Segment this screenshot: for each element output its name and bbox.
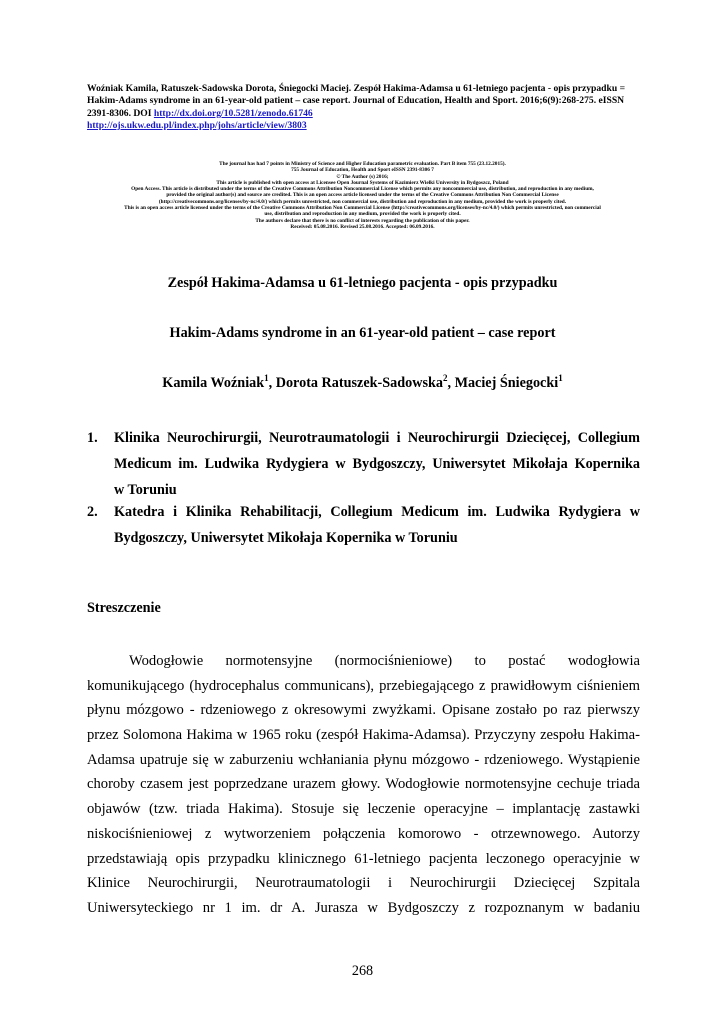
license-line: This is an open access article licensed under the terms of the Creative Commons Attribution Non Commercial License (http://creativecommons.org/licenses/by-nc/4.0/) which permits unrestricted, non commercial <box>124 205 601 212</box>
license-line: Open Access. This article is distributed under the terms of the Creative Commons Attribution Noncommercial License which permits any noncommercial use, distribution, and reproduction in any medium, <box>131 186 594 193</box>
affiliation-line: Bydgoszczy, Uniwersytet Mikołaja Kopernika w Toruniu <box>114 530 458 546</box>
affiliation-text <box>114 499 640 551</box>
abstract-line: objawów (tzw. triada Hakima). Stosuje się leczenie operacyjne – implantację zastawki <box>87 801 640 818</box>
article-url-link[interactable]: http://ojs.ukw.edu.pl/index.php/johs/article/view/3803 <box>87 120 307 132</box>
author-affiliation-mark: 1 <box>558 373 563 383</box>
affiliation-number: 1. <box>87 430 98 446</box>
abstract-line: komunikującego (hydrocephalus communicans), przebiegającego z prawidłowym ciśnieniem <box>87 677 640 694</box>
citation-line <box>87 120 642 132</box>
affiliation-line: Klinika Neurochirurgii, Neurotraumatologii i Neurochirurgii Dziecięcej, Collegium <box>114 430 640 446</box>
affiliation-item <box>87 499 640 551</box>
title-polish: Zespół Hakima-Adamsa u 61-letniego pacjenta - opis przypadku <box>167 275 558 291</box>
license-block <box>80 161 645 230</box>
citation-line: Hakim-Adams syndrome in an 61-year-old patient – case report. Journal of Education, Health and Sport. 2016;6(9):268-275. eISSN <box>87 95 625 107</box>
affiliation-item <box>87 425 640 503</box>
affiliation-line: Medicum im. Ludwika Rydygiera w Bydgoszczy, Uniwersytet Mikołaja Kopernika <box>114 456 640 472</box>
abstract-line: przedstawiają opis przypadku klinicznego 61-letniego pacjenta leczonego operacyjnie w <box>87 850 640 867</box>
license-line: © The Author (s) 2016; <box>336 173 389 180</box>
abstract-line: Klinice Neurochirurgii, Neurotraumatologii i Neurochirurgii Dziecięcej Szpitala <box>87 875 640 892</box>
author-separator: , <box>268 375 276 391</box>
abstract-line: Adamsa upatruje się w zaburzeniu wchłaniania płynu mózgowo - rdzeniowego. Wystąpienie <box>87 751 640 768</box>
section-heading-abstract: Streszczenie <box>87 600 161 616</box>
affiliation-line: Katedra i Klinika Rehabilitacji, Collegium Medicum im. Ludwika Rydygiera w <box>114 504 640 520</box>
abstract-body <box>87 649 640 921</box>
abstract-line: Uniwersyteckiego nr 1 im. dr A. Jurasza w Bydgoszczy z rozpoznanym w badaniu <box>87 899 640 916</box>
license-line: Received: 05.08.2016. Revised 25.08.2016. Accepted: 06.09.2016. <box>290 223 435 230</box>
citation-line <box>87 108 642 120</box>
abstract-line: przez Solomona Hakima w 1965 roku (zespół Hakima-Adamsa). Przyczyny zespołu Hakima- <box>87 727 640 744</box>
citation-line: Woźniak Kamila, Ratuszek-Sadowska Dorota, Śniegocki Maciej. Zespół Hakima-Adamsa u 61-letniego pacjenta - opis przypadku = <box>87 83 626 94</box>
license-line: (http://creativecommons.org/licenses/by-nc/4.0/) which permits unrestricted, non commercial use, distribution and reproduction in any medium, provided the work is properly cited. <box>158 198 567 205</box>
license-line: This article is published with open access at Licensee Open Journal Systems of Kazimierz Wielki University in Bydgoszcz, Poland <box>216 179 509 186</box>
license-line: use, distribution and reproduction in any medium, provided the work is properly cited. <box>264 211 461 218</box>
citation-block <box>87 83 642 133</box>
author-affiliation-mark: 2 <box>442 373 448 383</box>
affiliation-text <box>114 425 640 503</box>
author-name: Maciej Śniegocki <box>454 375 559 391</box>
abstract-line: choroby czasem jest poprzedzane urazem głowy. Wodogłowie normotensyjne cechuje triada <box>87 776 640 793</box>
author-separator: , <box>447 375 455 391</box>
license-line: 755 Journal of Education, Health and Sport eISSN 2391-8306 7 <box>291 167 434 174</box>
author-list <box>0 375 725 392</box>
affiliation-line: w Toruniu <box>114 482 177 498</box>
author-affiliation-mark: 1 <box>264 373 269 383</box>
author-name: Dorota Ratuszek-Sadowska <box>275 375 443 391</box>
author-name: Kamila Woźniak <box>162 375 265 391</box>
citation-doi-prefix: 2391-8306. DOI <box>87 107 154 119</box>
license-line: The journal has had 7 points in Ministry of Science and Higher Education parametric evaluation. Part B item 755 (23.12.2015). <box>219 161 506 167</box>
page-number: 268 <box>351 963 374 979</box>
abstract-line: Wodogłowie normotensyjne (normociśnieniowe) to postać wodogłowia <box>129 653 640 669</box>
doi-link[interactable]: http://dx.doi.org/10.5281/zenodo.61746 <box>153 107 313 119</box>
license-line: The authors declare that there is no conflict of interests regarding the publication of this paper. <box>255 217 470 224</box>
title-english: Hakim-Adams syndrome in an 61-year-old patient – case report <box>169 325 556 341</box>
abstract-line: niskociśnieniowej z wytworzeniem połączenia komorowo - otrzewnowego. Autorzy <box>87 825 640 842</box>
affiliation-number: 2. <box>87 504 98 520</box>
abstract-line: płynu mózgowo - rdzeniowego z okresowymi zwyżkami. Opisane zostało po raz pierwszy <box>87 702 640 719</box>
license-line: provided the original author(s) and source are credited. This is an open access article licensed under the terms of the Creative Commons Attribution Non Commercial License <box>166 192 559 199</box>
